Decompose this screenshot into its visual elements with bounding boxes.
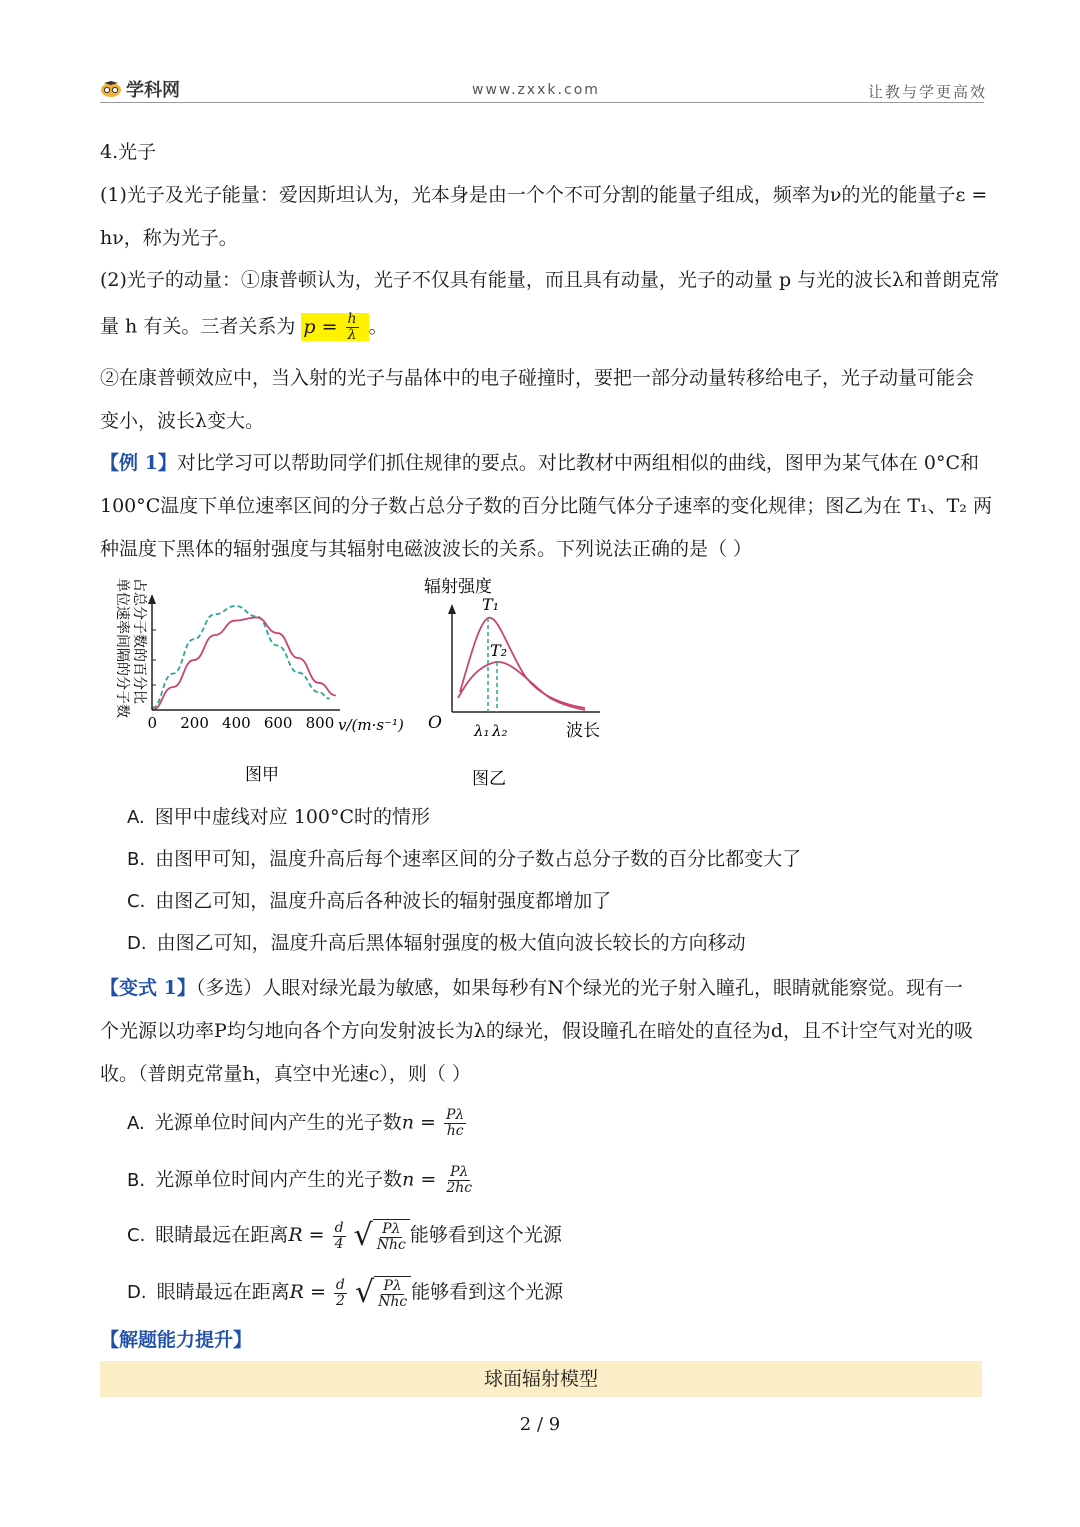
option-text: 眼睛最远在距离 — [156, 1281, 290, 1303]
figure-b — [420, 570, 620, 800]
formula-fraction: $\frac{d}{2}$ — [335, 1276, 345, 1309]
series-dashed-line — [152, 606, 330, 708]
example-1-line-1 — [100, 450, 979, 476]
formula-lhs: n = — [401, 1111, 436, 1134]
x-tick-label: 200 — [180, 714, 209, 732]
site-url[interactable]: www.zxxk.com — [472, 82, 600, 98]
option-text: 光源单位时间内产生的光子数 — [155, 1168, 403, 1191]
curve-t1 — [460, 618, 585, 708]
option-letter: D. — [127, 933, 147, 954]
paragraph-2-line-2 — [100, 312, 388, 343]
figure-b-caption: 图乙 — [472, 769, 506, 789]
option-tail: 能够看到这个光源 — [411, 1281, 564, 1303]
momentum-formula — [301, 313, 368, 341]
option-letter: A. — [127, 1112, 145, 1134]
variant-1-text: （多选）人眼对绿光最为敏感，如果每秒有N个绿光的光子射入瞳孔，眼睛就能察觉。现有一 — [195, 977, 963, 999]
formula-fraction: $\frac{P\lambda}{2hc}$ — [446, 1164, 473, 1196]
formula-numerator: h — [347, 311, 357, 327]
option-tail: 能够看到这个光源 — [409, 1224, 562, 1246]
formula-fraction — [346, 312, 359, 343]
figure-a-x-ticks — [148, 714, 335, 732]
formula-fraction: $\frac{d}{4}$ — [334, 1219, 344, 1252]
x-tick-label: 800 — [305, 714, 335, 732]
paragraph-2-text: 量 h 有关。三者关系为 — [100, 315, 296, 338]
formula-lhs: p = — [303, 315, 338, 338]
variant-1-option-a[interactable] — [127, 1108, 468, 1139]
section-bar: 球面辐射模型 — [100, 1361, 982, 1397]
figure-a — [100, 570, 420, 800]
figure-b-ylabel: 辐射强度 — [424, 577, 492, 597]
x-tick-label: 0 — [147, 714, 158, 732]
paragraph-2-line-1: (2)光子的动量：①康普顿认为，光子不仅具有能量，而且具有动量，光子的动量 p 与光的波长λ和普朗克常 — [100, 269, 1000, 291]
example-1-text: 对比学习可以帮助同学们抓住规律的要点。对比教材中两组相似的曲线，图甲为某气体在 0°C和 — [176, 452, 980, 474]
paragraph-3-line-2: 变小，波长λ变大。 — [100, 410, 265, 432]
site-slogan: 让教与学更高效 — [868, 83, 988, 101]
variant-1-option-d[interactable] — [127, 1276, 563, 1310]
option-letter: B. — [127, 849, 146, 870]
figure-a-caption: 图甲 — [245, 765, 279, 785]
x-tick-label: 600 — [263, 714, 293, 732]
improve-heading: 【解题能力提升】 — [100, 1329, 253, 1351]
label-lambda2: λ₂ — [492, 722, 508, 740]
formula-lhs: n = — [402, 1168, 437, 1191]
paragraph-2-end: 。 — [368, 315, 388, 338]
option-text: 图甲中虚线对应 100°C时的情形 — [154, 806, 431, 828]
formula-lhs: R = — [289, 1281, 326, 1303]
option-text: 由图乙可知，温度升高后各种波长的辐射强度都增加了 — [155, 890, 612, 912]
header-divider — [100, 102, 984, 103]
example-1-option-d[interactable] — [127, 930, 746, 957]
figure-a-ylabel-2: 占总分子数的百分比 — [131, 578, 147, 704]
option-letter: A. — [127, 807, 145, 828]
example-1-tag: 【例 1】 — [100, 452, 177, 474]
x-tick-label: 400 — [222, 714, 251, 732]
variant-1-tag: 【变式 1】 — [100, 977, 196, 999]
paragraph-1-line-1: (1)光子及光子能量：爱因斯坦认为，光本身是由一个个不可分割的能量子组成，频率为ν的光的能量子ε = — [100, 184, 988, 206]
option-text: 光源单位时间内产生的光子数 — [154, 1111, 402, 1134]
series-solid-line — [152, 617, 336, 710]
logo-text: 学科网 — [126, 80, 180, 101]
option-letter: B. — [127, 1169, 146, 1191]
formula-denominator: λ — [347, 327, 357, 343]
label-t1: T₁ — [482, 595, 500, 614]
formula-sqrt: √ $\frac{P\lambda}{\text{Nhc}}$ — [354, 1219, 410, 1253]
formula-fraction: $\frac{P\lambda}{hc}$ — [445, 1107, 465, 1139]
figure-b-xlabel: 波长 — [566, 721, 600, 741]
option-letter: C. — [127, 1225, 146, 1246]
option-letter: C. — [127, 891, 146, 912]
variant-1-option-b[interactable] — [127, 1165, 476, 1196]
figure-b-y-arrow — [448, 604, 456, 614]
option-letter: D. — [127, 1282, 147, 1303]
formula-lhs: R = — [288, 1224, 325, 1246]
variant-1-line-1 — [100, 975, 963, 1001]
variant-1-line-2: 个光源以功率P均匀地向各个方向发射波长为λ的绿光，假设瞳孔在暗处的直径为d，且不计空气对光的吸 — [100, 1020, 973, 1042]
paragraph-3-line-1: ②在康普顿效应中，当入射的光子与晶体中的电子碰撞时，要把一部分动量转移给电子，光子动量可能会 — [100, 367, 975, 389]
example-1-option-b[interactable] — [127, 846, 801, 873]
figure-a-y-arrow — [148, 594, 156, 604]
figure-a-curves — [152, 606, 336, 710]
variant-1-line-3: 收。（普朗克常量h，真空中光速c），则（ ） — [100, 1063, 471, 1085]
option-text: 眼睛最远在距离 — [155, 1224, 289, 1246]
example-1-line-3: 种温度下黑体的辐射强度与其辐射电磁波波长的关系。下列说法正确的是（ ） — [100, 538, 753, 560]
logo-icon — [100, 80, 122, 98]
figure-a-ylabel-1: 单位速率间隔的分子数 — [114, 578, 130, 718]
site-logo[interactable] — [100, 76, 180, 102]
example-1-option-c[interactable] — [127, 888, 611, 915]
label-t2: T₂ — [490, 641, 508, 660]
figure-a-xlabel: v/(m·s⁻¹) — [338, 716, 404, 734]
option-text: 由图乙可知，温度升高后黑体辐射强度的极大值向波长较长的方向移动 — [156, 932, 746, 954]
variant-1-option-c[interactable] — [127, 1219, 562, 1253]
label-lambda1: λ₁ — [474, 722, 490, 740]
paragraph-1-line-2: hν，称为光子。 — [100, 227, 238, 249]
example-1-option-a[interactable] — [127, 804, 430, 831]
figure-b-origin: O — [428, 713, 442, 733]
formula-sqrt: √ $\frac{P\lambda}{\text{Nhc}}$ — [355, 1276, 411, 1310]
page-number: 2 / 9 — [519, 1414, 561, 1435]
option-text: 由图甲可知，温度升高后每个速率区间的分子数占总分子数的百分比都变大了 — [155, 848, 802, 870]
example-1-line-2: 100°C温度下单位速率区间的分子数占总分子数的百分比随气体分子速率的变化规律；图乙为在 T₁、T₂ 两 — [100, 495, 992, 517]
section-title: 4.光子 — [100, 141, 157, 163]
